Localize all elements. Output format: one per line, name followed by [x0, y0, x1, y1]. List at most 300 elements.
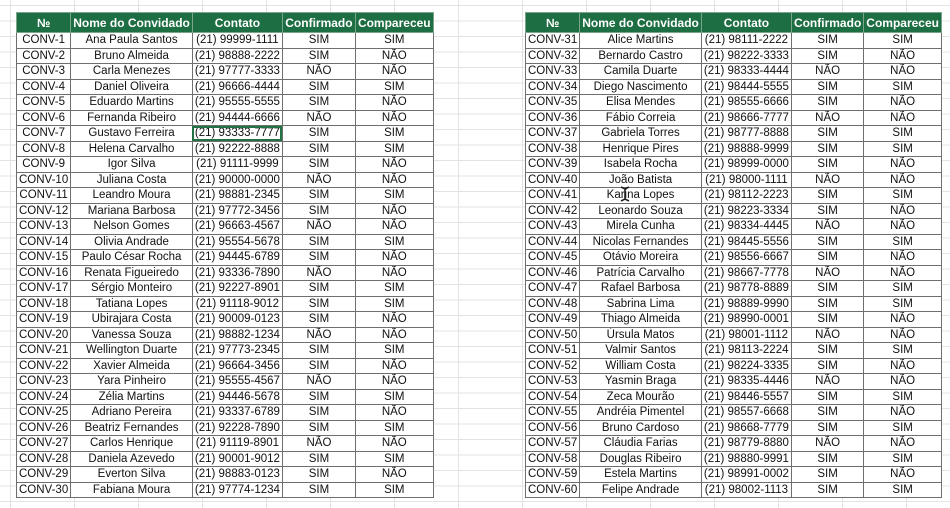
cell-id[interactable]: CONV-18 [17, 296, 71, 312]
cell-confirmed[interactable]: SIM [791, 451, 863, 467]
cell-confirmed[interactable]: SIM [791, 33, 863, 49]
cell-attended[interactable]: NÃO [355, 203, 433, 219]
cell-id[interactable]: CONV-5 [17, 95, 71, 111]
cell-id[interactable]: CONV-54 [526, 389, 580, 405]
cell-id[interactable]: CONV-21 [17, 343, 71, 359]
cell-contact[interactable]: (21) 93336-7890 [192, 265, 282, 281]
cell-confirmed[interactable]: SIM [282, 405, 355, 421]
cell-attended[interactable]: NÃO [355, 48, 433, 64]
cell-attended[interactable]: NÃO [355, 95, 433, 111]
cell-confirmed[interactable]: SIM [282, 33, 355, 49]
cell-confirmed[interactable]: SIM [791, 358, 863, 374]
cell-guest-name[interactable]: Gabriela Torres [580, 126, 702, 142]
cell-attended[interactable]: SIM [864, 482, 942, 498]
cell-guest-name[interactable]: Leandro Moura [71, 188, 193, 204]
cell-attended[interactable]: SIM [355, 343, 433, 359]
cell-attended[interactable]: SIM [864, 188, 942, 204]
cell-confirmed[interactable]: SIM [282, 234, 355, 250]
cell-id[interactable]: CONV-16 [17, 265, 71, 281]
cell-guest-name[interactable]: Eduardo Martins [71, 95, 193, 111]
cell-guest-name[interactable]: Karina Lopes [580, 188, 702, 204]
cell-confirmed[interactable]: NÃO [791, 374, 863, 390]
cell-guest-name[interactable]: Carla Menezes [71, 64, 193, 80]
cell-id[interactable]: CONV-2 [17, 48, 71, 64]
cell-contact[interactable]: (21) 98779-8880 [701, 436, 791, 452]
cell-contact[interactable]: (21) 93337-6789 [192, 405, 282, 421]
cell-contact[interactable]: (21) 97772-3456 [192, 203, 282, 219]
cell-contact[interactable]: (21) 98002-1113 [701, 482, 791, 498]
cell-id[interactable]: CONV-28 [17, 451, 71, 467]
cell-contact[interactable]: (21) 98999-0000 [701, 157, 791, 173]
cell-id[interactable]: CONV-60 [526, 482, 580, 498]
cell-contact[interactable]: (21) 94445-6789 [192, 250, 282, 266]
cell-attended[interactable]: NÃO [864, 203, 942, 219]
cell-confirmed[interactable]: NÃO [791, 172, 863, 188]
cell-id[interactable]: CONV-8 [17, 141, 71, 157]
cell-guest-name[interactable]: Diego Nascimento [580, 79, 702, 95]
cell-id[interactable]: CONV-11 [17, 188, 71, 204]
cell-confirmed[interactable]: NÃO [791, 64, 863, 80]
cell-confirmed[interactable]: SIM [282, 420, 355, 436]
header-id[interactable]: № [526, 13, 580, 33]
cell-guest-name[interactable]: Gustavo Ferreira [71, 126, 193, 142]
cell-confirmed[interactable]: SIM [791, 467, 863, 483]
cell-contact[interactable]: (21) 98113-2224 [701, 343, 791, 359]
cell-guest-name[interactable]: Yasmin Braga [580, 374, 702, 390]
cell-attended[interactable]: NÃO [864, 358, 942, 374]
cell-attended[interactable]: SIM [864, 141, 942, 157]
cell-attended[interactable]: NÃO [355, 64, 433, 80]
cell-guest-name[interactable]: Juliana Costa [71, 172, 193, 188]
cell-contact[interactable]: (21) 98000-1111 [701, 172, 791, 188]
cell-confirmed[interactable]: SIM [282, 48, 355, 64]
cell-id[interactable]: CONV-9 [17, 157, 71, 173]
cell-guest-name[interactable]: Adriano Pereira [71, 405, 193, 421]
cell-contact[interactable]: (21) 98888-9999 [701, 141, 791, 157]
cell-confirmed[interactable]: NÃO [282, 110, 355, 126]
cell-guest-name[interactable]: Fernanda Ribeiro [71, 110, 193, 126]
cell-guest-name[interactable]: Fábio Correia [580, 110, 702, 126]
cell-guest-name[interactable]: Yara Pinheiro [71, 374, 193, 390]
cell-contact[interactable]: (21) 98555-6666 [701, 95, 791, 111]
cell-id[interactable]: CONV-39 [526, 157, 580, 173]
cell-guest-name[interactable]: Henrique Pires [580, 141, 702, 157]
cell-id[interactable]: CONV-14 [17, 234, 71, 250]
cell-contact[interactable]: (21) 95554-5678 [192, 234, 282, 250]
cell-attended[interactable]: NÃO [864, 95, 942, 111]
cell-guest-name[interactable]: Leonardo Souza [580, 203, 702, 219]
cell-contact[interactable]: (21) 98888-2222 [192, 48, 282, 64]
cell-contact[interactable]: (21) 98444-5555 [701, 79, 791, 95]
cell-contact[interactable]: (21) 98446-5557 [701, 389, 791, 405]
cell-confirmed[interactable]: SIM [791, 405, 863, 421]
cell-attended[interactable]: NÃO [864, 405, 942, 421]
cell-guest-name[interactable]: Thiago Almeida [580, 312, 702, 328]
cell-attended[interactable]: SIM [864, 420, 942, 436]
cell-guest-name[interactable]: Nicolas Fernandes [580, 234, 702, 250]
cell-id[interactable]: CONV-1 [17, 33, 71, 49]
cell-contact[interactable]: (21) 96664-3456 [192, 358, 282, 374]
cell-guest-name[interactable]: Patrícia Carvalho [580, 265, 702, 281]
cell-attended[interactable]: SIM [355, 281, 433, 297]
cell-guest-name[interactable]: Fabiana Moura [71, 482, 193, 498]
header-contact[interactable]: Contato [701, 13, 791, 33]
cell-id[interactable]: CONV-6 [17, 110, 71, 126]
cell-id[interactable]: CONV-55 [526, 405, 580, 421]
cell-contact[interactable]: (21) 98445-5556 [701, 234, 791, 250]
cell-contact[interactable]: (21) 98882-1234 [192, 327, 282, 343]
cell-contact[interactable]: (21) 98223-3334 [701, 203, 791, 219]
cell-attended[interactable]: SIM [864, 451, 942, 467]
cell-confirmed[interactable]: SIM [282, 343, 355, 359]
cell-guest-name[interactable]: Wellington Duarte [71, 343, 193, 359]
cell-confirmed[interactable]: NÃO [791, 436, 863, 452]
cell-attended[interactable]: SIM [355, 79, 433, 95]
header-attended[interactable]: Compareceu [355, 13, 433, 33]
cell-id[interactable]: CONV-50 [526, 327, 580, 343]
cell-attended[interactable]: SIM [864, 79, 942, 95]
cell-id[interactable]: CONV-51 [526, 343, 580, 359]
cell-id[interactable]: CONV-47 [526, 281, 580, 297]
cell-contact[interactable]: (21) 98333-4444 [701, 64, 791, 80]
cell-contact[interactable]: (21) 90000-0000 [192, 172, 282, 188]
cell-guest-name[interactable]: Andréia Pimentel [580, 405, 702, 421]
cell-guest-name[interactable]: Bruno Cardoso [580, 420, 702, 436]
cell-contact[interactable]: (21) 95555-5555 [192, 95, 282, 111]
cell-confirmed[interactable]: NÃO [282, 436, 355, 452]
cell-confirmed[interactable]: SIM [791, 281, 863, 297]
cell-contact[interactable]: (21) 93333-7777 [192, 126, 282, 142]
cell-confirmed[interactable]: SIM [791, 141, 863, 157]
cell-contact[interactable]: (21) 94446-5678 [192, 389, 282, 405]
cell-confirmed[interactable]: NÃO [282, 327, 355, 343]
cell-attended[interactable]: SIM [355, 234, 433, 250]
cell-guest-name[interactable]: Zélia Martins [71, 389, 193, 405]
cell-confirmed[interactable]: SIM [791, 343, 863, 359]
cell-guest-name[interactable]: Daniela Azevedo [71, 451, 193, 467]
cell-guest-name[interactable]: Xavier Almeida [71, 358, 193, 374]
cell-attended[interactable]: SIM [355, 451, 433, 467]
cell-contact[interactable]: (21) 98557-6668 [701, 405, 791, 421]
cell-id[interactable]: CONV-36 [526, 110, 580, 126]
cell-contact[interactable]: (21) 96666-4444 [192, 79, 282, 95]
cell-attended[interactable]: NÃO [355, 250, 433, 266]
cell-attended[interactable]: NÃO [864, 312, 942, 328]
cell-confirmed[interactable]: NÃO [791, 265, 863, 281]
cell-attended[interactable]: NÃO [355, 358, 433, 374]
cell-id[interactable]: CONV-49 [526, 312, 580, 328]
cell-contact[interactable]: (21) 91111-9999 [192, 157, 282, 173]
cell-guest-name[interactable]: Estela Martins [580, 467, 702, 483]
cell-id[interactable]: CONV-48 [526, 296, 580, 312]
cell-attended[interactable]: SIM [355, 188, 433, 204]
cell-confirmed[interactable]: SIM [791, 126, 863, 142]
cell-contact[interactable]: (21) 97777-3333 [192, 64, 282, 80]
cell-id[interactable]: CONV-3 [17, 64, 71, 80]
cell-contact[interactable]: (21) 98880-9991 [701, 451, 791, 467]
cell-guest-name[interactable]: Renata Figueiredo [71, 265, 193, 281]
cell-guest-name[interactable]: Felipe Andrade [580, 482, 702, 498]
cell-guest-name[interactable]: Tatiana Lopes [71, 296, 193, 312]
cell-id[interactable]: CONV-43 [526, 219, 580, 235]
cell-confirmed[interactable]: NÃO [791, 327, 863, 343]
cell-confirmed[interactable]: SIM [791, 48, 863, 64]
cell-id[interactable]: CONV-7 [17, 126, 71, 142]
cell-confirmed[interactable]: SIM [791, 95, 863, 111]
cell-guest-name[interactable]: Helena Carvalho [71, 141, 193, 157]
cell-confirmed[interactable]: SIM [282, 296, 355, 312]
cell-guest-name[interactable]: Igor Silva [71, 157, 193, 173]
cell-contact[interactable]: (21) 90009-0123 [192, 312, 282, 328]
cell-attended[interactable]: NÃO [864, 48, 942, 64]
cell-confirmed[interactable]: SIM [791, 79, 863, 95]
cell-guest-name[interactable]: Rafael Barbosa [580, 281, 702, 297]
cell-contact[interactable]: (21) 98335-4446 [701, 374, 791, 390]
header-id[interactable]: № [17, 13, 71, 33]
cell-confirmed[interactable]: SIM [282, 250, 355, 266]
cell-guest-name[interactable]: João Batista [580, 172, 702, 188]
cell-confirmed[interactable]: SIM [282, 203, 355, 219]
cell-confirmed[interactable]: SIM [282, 79, 355, 95]
cell-attended[interactable]: SIM [864, 234, 942, 250]
cell-guest-name[interactable]: Beatriz Fernandes [71, 420, 193, 436]
cell-guest-name[interactable]: Daniel Oliveira [71, 79, 193, 95]
cell-guest-name[interactable]: Douglas Ribeiro [580, 451, 702, 467]
cell-guest-name[interactable]: Isabela Rocha [580, 157, 702, 173]
cell-guest-name[interactable]: Carlos Henrique [71, 436, 193, 452]
cell-id[interactable]: CONV-27 [17, 436, 71, 452]
cell-id[interactable]: CONV-46 [526, 265, 580, 281]
cell-contact[interactable]: (21) 98667-7778 [701, 265, 791, 281]
cell-attended[interactable]: SIM [355, 482, 433, 498]
cell-id[interactable]: CONV-22 [17, 358, 71, 374]
cell-id[interactable]: CONV-4 [17, 79, 71, 95]
cell-id[interactable]: CONV-58 [526, 451, 580, 467]
cell-contact[interactable]: (21) 96663-4567 [192, 219, 282, 235]
cell-confirmed[interactable]: SIM [791, 234, 863, 250]
cell-confirmed[interactable]: NÃO [282, 219, 355, 235]
cell-id[interactable]: CONV-31 [526, 33, 580, 49]
cell-confirmed[interactable]: SIM [282, 467, 355, 483]
cell-confirmed[interactable]: NÃO [791, 110, 863, 126]
cell-id[interactable]: CONV-35 [526, 95, 580, 111]
cell-guest-name[interactable]: Sabrina Lima [580, 296, 702, 312]
cell-attended[interactable]: SIM [864, 281, 942, 297]
cell-contact[interactable]: (21) 98991-0002 [701, 467, 791, 483]
cell-id[interactable]: CONV-13 [17, 219, 71, 235]
cell-contact[interactable]: (21) 91118-9012 [192, 296, 282, 312]
cell-contact[interactable]: (21) 95555-4567 [192, 374, 282, 390]
cell-guest-name[interactable]: William Costa [580, 358, 702, 374]
cell-attended[interactable]: SIM [355, 389, 433, 405]
cell-attended[interactable]: NÃO [355, 110, 433, 126]
cell-id[interactable]: CONV-23 [17, 374, 71, 390]
cell-attended[interactable]: NÃO [864, 157, 942, 173]
cell-attended[interactable]: SIM [864, 296, 942, 312]
cell-contact[interactable]: (21) 98222-3333 [701, 48, 791, 64]
header-contact[interactable]: Contato [192, 13, 282, 33]
cell-attended[interactable]: SIM [355, 141, 433, 157]
cell-id[interactable]: CONV-37 [526, 126, 580, 142]
cell-guest-name[interactable]: Úrsula Matos [580, 327, 702, 343]
header-confirmed[interactable]: Confirmado [791, 13, 863, 33]
cell-confirmed[interactable]: SIM [791, 157, 863, 173]
cell-confirmed[interactable]: SIM [282, 157, 355, 173]
cell-attended[interactable]: NÃO [864, 110, 942, 126]
header-guest-name[interactable]: Nome do Convidado [580, 13, 702, 33]
header-attended[interactable]: Compareceu [864, 13, 942, 33]
cell-confirmed[interactable]: SIM [791, 188, 863, 204]
cell-attended[interactable]: SIM [864, 343, 942, 359]
cell-id[interactable]: CONV-57 [526, 436, 580, 452]
cell-confirmed[interactable]: SIM [282, 281, 355, 297]
cell-contact[interactable]: (21) 97773-2345 [192, 343, 282, 359]
cell-contact[interactable]: (21) 98334-4445 [701, 219, 791, 235]
cell-guest-name[interactable]: Zeca Mourão [580, 389, 702, 405]
cell-guest-name[interactable]: Sérgio Monteiro [71, 281, 193, 297]
cell-guest-name[interactable]: Otávio Moreira [580, 250, 702, 266]
cell-id[interactable]: CONV-32 [526, 48, 580, 64]
cell-attended[interactable]: NÃO [864, 172, 942, 188]
cell-guest-name[interactable]: Ana Paula Santos [71, 33, 193, 49]
cell-contact[interactable]: (21) 98883-0123 [192, 467, 282, 483]
cell-contact[interactable]: (21) 97774-1234 [192, 482, 282, 498]
cell-id[interactable]: CONV-33 [526, 64, 580, 80]
cell-attended[interactable]: NÃO [355, 265, 433, 281]
cell-confirmed[interactable]: SIM [282, 312, 355, 328]
cell-confirmed[interactable]: SIM [791, 389, 863, 405]
cell-guest-name[interactable]: Bruno Almeida [71, 48, 193, 64]
cell-attended[interactable]: NÃO [864, 64, 942, 80]
cell-attended[interactable]: NÃO [864, 436, 942, 452]
cell-guest-name[interactable]: Cláudia Farias [580, 436, 702, 452]
cell-contact[interactable]: (21) 92228-7890 [192, 420, 282, 436]
cell-id[interactable]: CONV-17 [17, 281, 71, 297]
cell-confirmed[interactable]: SIM [282, 141, 355, 157]
cell-confirmed[interactable]: NÃO [791, 219, 863, 235]
cell-attended[interactable]: NÃO [864, 467, 942, 483]
cell-guest-name[interactable]: Bernardo Castro [580, 48, 702, 64]
cell-attended[interactable]: SIM [355, 33, 433, 49]
cell-id[interactable]: CONV-30 [17, 482, 71, 498]
cell-attended[interactable]: SIM [355, 420, 433, 436]
cell-confirmed[interactable]: NÃO [282, 64, 355, 80]
cell-id[interactable]: CONV-29 [17, 467, 71, 483]
cell-confirmed[interactable]: SIM [791, 312, 863, 328]
cell-guest-name[interactable]: Nelson Gomes [71, 219, 193, 235]
cell-contact[interactable]: (21) 98001-1112 [701, 327, 791, 343]
cell-guest-name[interactable]: Vanessa Souza [71, 327, 193, 343]
cell-id[interactable]: CONV-41 [526, 188, 580, 204]
cell-attended[interactable]: SIM [864, 389, 942, 405]
cell-id[interactable]: CONV-52 [526, 358, 580, 374]
cell-guest-name[interactable]: Valmir Santos [580, 343, 702, 359]
cell-confirmed[interactable]: SIM [791, 203, 863, 219]
cell-confirmed[interactable]: SIM [791, 296, 863, 312]
cell-contact[interactable]: (21) 98112-2223 [701, 188, 791, 204]
cell-confirmed[interactable]: SIM [791, 420, 863, 436]
cell-attended[interactable]: SIM [864, 33, 942, 49]
cell-id[interactable]: CONV-10 [17, 172, 71, 188]
cell-guest-name[interactable]: Mariana Barbosa [71, 203, 193, 219]
cell-id[interactable]: CONV-25 [17, 405, 71, 421]
cell-confirmed[interactable]: NÃO [282, 265, 355, 281]
cell-attended[interactable]: NÃO [355, 157, 433, 173]
cell-id[interactable]: CONV-40 [526, 172, 580, 188]
cell-id[interactable]: CONV-44 [526, 234, 580, 250]
cell-contact[interactable]: (21) 90001-9012 [192, 451, 282, 467]
cell-confirmed[interactable]: SIM [282, 389, 355, 405]
cell-attended[interactable]: NÃO [355, 312, 433, 328]
cell-contact[interactable]: (21) 98990-0001 [701, 312, 791, 328]
cell-confirmed[interactable]: SIM [791, 250, 863, 266]
cell-guest-name[interactable]: Ubirajara Costa [71, 312, 193, 328]
cell-attended[interactable]: NÃO [355, 405, 433, 421]
cell-id[interactable]: CONV-59 [526, 467, 580, 483]
cell-confirmed[interactable]: SIM [282, 95, 355, 111]
cell-contact[interactable]: (21) 98666-7777 [701, 110, 791, 126]
cell-id[interactable]: CONV-24 [17, 389, 71, 405]
cell-confirmed[interactable]: NÃO [282, 374, 355, 390]
cell-id[interactable]: CONV-15 [17, 250, 71, 266]
cell-guest-name[interactable]: Paulo César Rocha [71, 250, 193, 266]
cell-attended[interactable]: NÃO [864, 265, 942, 281]
cell-attended[interactable]: NÃO [355, 374, 433, 390]
cell-confirmed[interactable]: SIM [282, 451, 355, 467]
cell-confirmed[interactable]: SIM [282, 188, 355, 204]
cell-contact[interactable]: (21) 99999-1111 [192, 33, 282, 49]
cell-confirmed[interactable]: NÃO [282, 172, 355, 188]
cell-attended[interactable]: SIM [864, 126, 942, 142]
cell-id[interactable]: CONV-26 [17, 420, 71, 436]
cell-contact[interactable]: (21) 98881-2345 [192, 188, 282, 204]
cell-contact[interactable]: (21) 98224-3335 [701, 358, 791, 374]
cell-id[interactable]: CONV-12 [17, 203, 71, 219]
cell-id[interactable]: CONV-20 [17, 327, 71, 343]
cell-guest-name[interactable]: Olivia Andrade [71, 234, 193, 250]
cell-contact[interactable]: (21) 94444-6666 [192, 110, 282, 126]
cell-id[interactable]: CONV-56 [526, 420, 580, 436]
cell-guest-name[interactable]: Camila Duarte [580, 64, 702, 80]
cell-attended[interactable]: NÃO [864, 250, 942, 266]
cell-guest-name[interactable]: Mirela Cunha [580, 219, 702, 235]
cell-attended[interactable]: NÃO [355, 219, 433, 235]
cell-contact[interactable]: (21) 98777-8888 [701, 126, 791, 142]
cell-contact[interactable]: (21) 98668-7779 [701, 420, 791, 436]
cell-id[interactable]: CONV-45 [526, 250, 580, 266]
cell-id[interactable]: CONV-38 [526, 141, 580, 157]
cell-attended[interactable]: NÃO [355, 436, 433, 452]
cell-contact[interactable]: (21) 98889-9990 [701, 296, 791, 312]
cell-guest-name[interactable]: Alice Martins [580, 33, 702, 49]
cell-attended[interactable]: SIM [355, 126, 433, 142]
cell-attended[interactable]: NÃO [355, 172, 433, 188]
cell-id[interactable]: CONV-53 [526, 374, 580, 390]
cell-contact[interactable]: (21) 92222-8888 [192, 141, 282, 157]
cell-id[interactable]: CONV-34 [526, 79, 580, 95]
cell-id[interactable]: CONV-42 [526, 203, 580, 219]
cell-attended[interactable]: NÃO [355, 327, 433, 343]
cell-attended[interactable]: SIM [355, 296, 433, 312]
cell-attended[interactable]: NÃO [864, 219, 942, 235]
cell-contact[interactable]: (21) 98778-8889 [701, 281, 791, 297]
cell-contact[interactable]: (21) 98556-6667 [701, 250, 791, 266]
cell-guest-name[interactable]: Everton Silva [71, 467, 193, 483]
cell-attended[interactable]: NÃO [864, 327, 942, 343]
cell-confirmed[interactable]: SIM [282, 358, 355, 374]
cell-confirmed[interactable]: SIM [282, 126, 355, 142]
cell-confirmed[interactable]: SIM [791, 482, 863, 498]
